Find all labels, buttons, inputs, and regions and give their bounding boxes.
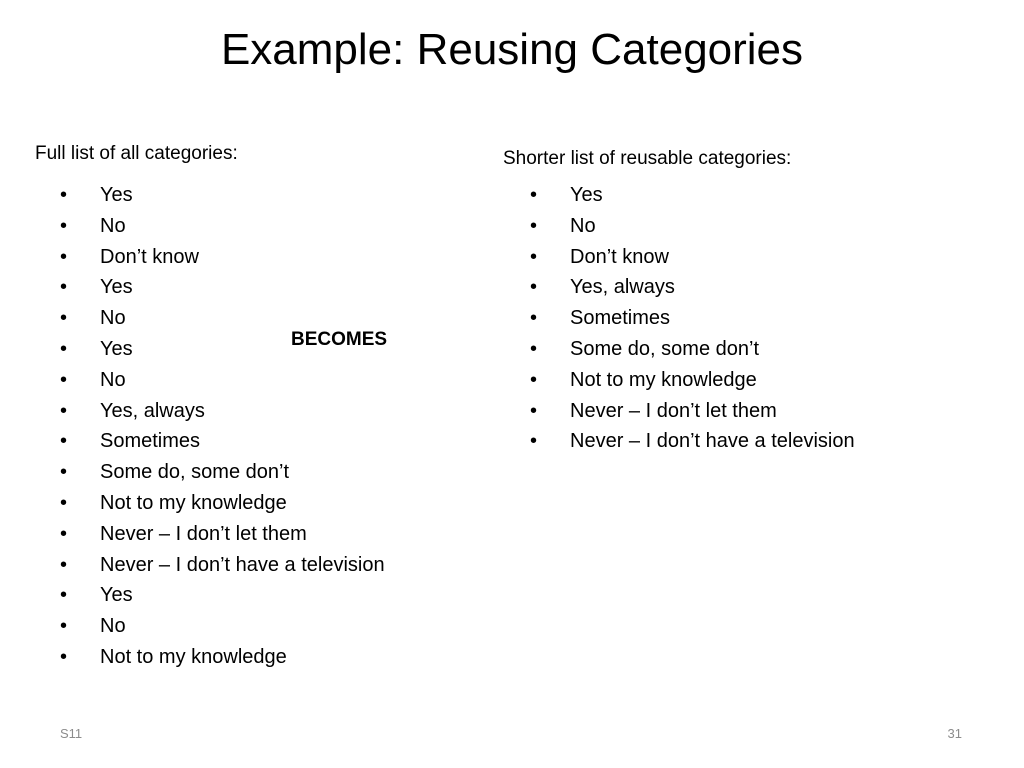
bullet-icon: • (60, 553, 68, 576)
footer-slide-code: S11 (60, 726, 83, 741)
bullet-icon: • (60, 522, 68, 545)
list-item (530, 242, 855, 273)
list-item-text: No (570, 214, 596, 237)
slide-number: 31 (947, 726, 962, 741)
list-item-text: Yes, always (100, 399, 205, 422)
list-item (60, 580, 385, 611)
reusable-category-list (530, 180, 855, 457)
bullet-icon: • (60, 214, 68, 237)
list-item (60, 642, 385, 673)
bullet-icon: • (60, 615, 68, 638)
list-item-text: No (100, 307, 126, 330)
list-item-text: Not to my knowledge (100, 491, 287, 514)
list-item (60, 488, 385, 519)
bullet-icon: • (530, 368, 538, 391)
bullet-icon: • (60, 276, 68, 299)
list-item-text: Yes (100, 584, 133, 607)
list-item-text: No (100, 368, 126, 391)
bullet-icon: • (530, 245, 538, 268)
list-item-text: Not to my knowledge (100, 645, 287, 668)
bullet-icon: • (530, 399, 538, 422)
list-item-text: Not to my knowledge (570, 368, 757, 391)
list-item-text: Yes (100, 276, 133, 299)
list-item (60, 457, 385, 488)
list-item (60, 242, 385, 273)
list-item-text: Never – I don’t have a television (100, 553, 385, 576)
list-item-text: Some do, some don’t (100, 461, 289, 484)
bullet-icon: • (60, 491, 68, 514)
list-item-text: Yes (100, 337, 133, 360)
bullet-icon: • (60, 461, 68, 484)
list-item-text: Never – I don’t have a television (570, 430, 855, 453)
list-item (530, 211, 855, 242)
list-item (60, 426, 385, 457)
bullet-icon: • (60, 245, 68, 268)
list-item-text: Yes (100, 184, 133, 206)
becomes-label: BECOMES (291, 329, 388, 350)
list-item (60, 272, 385, 303)
list-item-text: Yes (570, 184, 603, 206)
list-item-text: Sometimes (570, 307, 671, 330)
list-item-text: Don’t know (100, 245, 199, 268)
list-item (530, 426, 855, 457)
bullet-icon: • (60, 368, 68, 391)
list-item (530, 180, 855, 211)
full-category-list (60, 180, 388, 673)
list-item (530, 334, 855, 365)
list-item-text: Never – I don’t let them (570, 399, 777, 422)
bullet-icon: • (530, 430, 538, 453)
bullet-icon: • (60, 184, 68, 206)
bullet-icon: • (530, 276, 538, 299)
list-item (530, 272, 855, 303)
list-item (60, 519, 385, 550)
list-item (530, 303, 855, 334)
list-item-text: Sometimes (100, 430, 201, 453)
bullet-icon: • (60, 337, 68, 360)
list-item (60, 211, 385, 242)
bullet-icon: • (60, 645, 68, 668)
full-list-heading: Full list of all categories: (35, 143, 238, 164)
bullet-icon: • (530, 337, 538, 360)
bullet-icon: • (60, 584, 68, 607)
reusable-list-heading: Shorter list of reusable categories: (503, 148, 792, 169)
list-item (530, 396, 855, 427)
list-item-text: Never – I don’t let them (100, 522, 307, 545)
list-item (60, 611, 385, 642)
list-item-text: No (100, 615, 126, 638)
list-item (530, 365, 855, 396)
bullet-icon: • (60, 307, 68, 330)
bullet-icon: • (530, 184, 538, 206)
list-item-text: Some do, some don’t (570, 337, 759, 360)
bullet-icon: • (530, 214, 538, 237)
list-item (60, 396, 385, 427)
list-item (60, 365, 385, 396)
bullet-icon: • (60, 399, 68, 422)
slide-title: Example: Reusing Categories (220, 25, 804, 74)
list-item-text: Don’t know (570, 245, 669, 268)
bullet-icon: • (60, 430, 68, 453)
list-item (60, 180, 385, 211)
list-item (60, 550, 385, 581)
list-item-text: Yes, always (570, 276, 675, 299)
bullet-icon: • (530, 307, 538, 330)
list-item-text: No (100, 214, 126, 237)
